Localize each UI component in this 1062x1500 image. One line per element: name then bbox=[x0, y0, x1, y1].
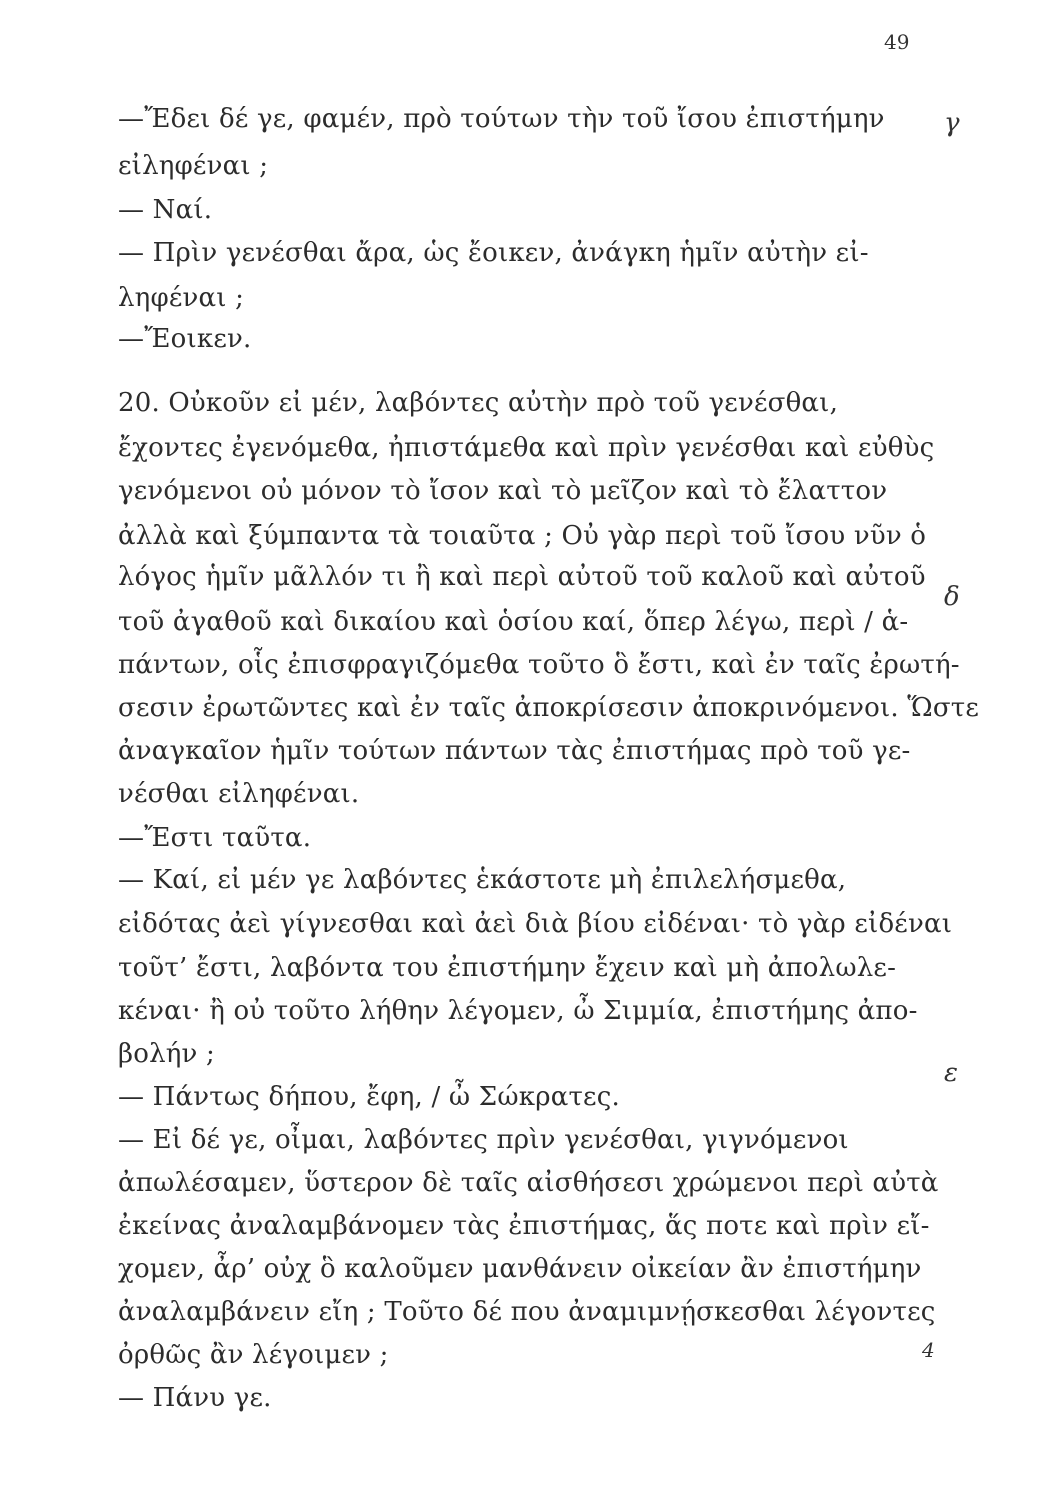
text-line: κέναι· ἢ οὐ τοῦτο λήθην λέγομεν, ὦ Σιμμία, ἐπιστήμης ἀπο- bbox=[118, 996, 918, 1026]
text-line: βολήν ; bbox=[118, 1039, 215, 1069]
text-line: ἀλλὰ καὶ ξύμπαντα τὰ τοιαῦτα ; Οὐ γὰρ περὶ τοῦ ἴσου νῦν ὁ bbox=[118, 521, 927, 551]
text-line: — Καί, εἰ μέν γε λαβόντες ἑκάστοτε μὴ ἐπιλελήσμεθα, bbox=[118, 865, 847, 895]
text-line: —Ἔδει δέ γε, φαμέν, πρὸ τούτων τὴν τοῦ ἴσου ἐπιστήμην bbox=[118, 104, 885, 134]
text-line: — Πάνυ γε. bbox=[118, 1383, 272, 1413]
text-line: ὀρθῶς ἂν λέγοιμεν ; bbox=[118, 1340, 389, 1370]
text-line: — Πρὶν γενέσθαι ἄρα, ὡς ἔοικεν, ἀνάγκη ἡμῖν αὐτὴν εἰ- bbox=[118, 238, 869, 268]
text-line: —Ἔστι ταῦτα. bbox=[118, 823, 312, 853]
page-number: 49 bbox=[884, 30, 910, 54]
text-line: — Πάντως δήπου, ἔφη, / ὦ Σώκρατες. bbox=[118, 1082, 620, 1112]
text-line: γενόμενοι οὐ μόνον τὸ ἴσον καὶ τὸ μεῖζον καὶ τὸ ἔλαττον bbox=[118, 476, 888, 506]
text-line: ἀπωλέσαμεν, ὕστερον δὲ ταῖς αἰσθήσεσι χρώμενοι περὶ αὐτὰ bbox=[118, 1168, 939, 1198]
text-line: πάντων, οἷς ἐπισφραγιζόμεθα τοῦτο ὃ ἔστι, καὶ ἐν ταῖς ἐρωτή- bbox=[118, 650, 960, 680]
text-line: ἀναγκαῖον ἡμῖν τούτων πάντων τὰς ἐπιστήμας πρὸ τοῦ γε- bbox=[118, 736, 911, 766]
text-line: 20. Οὐκοῦν εἰ μέν, λαβόντες αὐτὴν πρὸ τοῦ γενέσθαι, bbox=[118, 388, 839, 418]
text-line: εἰδότας ἀεὶ γίγνεσθαι καὶ ἀεὶ διὰ βίου εἰδέναι· τὸ γὰρ εἰδέναι bbox=[118, 909, 953, 939]
text-line: ἐκείνας ἀναλαμβάνομεν τὰς ἐπιστήμας, ἅς ποτε καὶ πρὶν εἴ- bbox=[118, 1211, 930, 1241]
margin-marker-delta: δ bbox=[944, 582, 960, 612]
text-line: — Εἰ δέ γε, οἶμαι, λαβόντες πρὶν γενέσθαι, γιγνόμενοι bbox=[118, 1125, 849, 1155]
text-line: ἀναλαμβάνειν εἴη ; Τοῦτο δέ που ἀναμιμνῄσκεσθαι λέγοντες bbox=[118, 1297, 936, 1327]
margin-marker-epsilon: ε bbox=[944, 1058, 958, 1088]
text-line: —Ἔοικεν. bbox=[118, 324, 252, 354]
text-line: ληφέναι ; bbox=[118, 283, 245, 313]
signature-mark: 4 bbox=[922, 1338, 935, 1362]
text-line: ἔχοντες ἐγενόμεθα, ἠπιστάμεθα καὶ πρὶν γενέσθαι καὶ εὐθὺς bbox=[118, 433, 935, 463]
text-line: τοῦτ’ ἔστι, λαβόντα του ἐπιστήμην ἔχειν καὶ μὴ ἀπολωλε- bbox=[118, 953, 897, 983]
text-line: τοῦ ἀγαθοῦ καὶ δικαίου καὶ ὁσίου καί, ὅπερ λέγω, περὶ / ἁ- bbox=[118, 607, 909, 637]
text-line: νέσθαι εἰληφέναι. bbox=[118, 779, 360, 809]
text-line: — Ναί. bbox=[118, 195, 213, 225]
text-line: εἰληφέναι ; bbox=[118, 151, 269, 181]
margin-marker-gamma: γ bbox=[944, 108, 960, 138]
text-line: σεσιν ἐρωτῶντες καὶ ἐν ταῖς ἀποκρίσεσιν ἀποκρινόμενοι. Ὥστε bbox=[118, 693, 980, 723]
text-line: χομεν, ἆρ’ οὐχ ὃ καλοῦμεν μανθάνειν οἰκείαν ἂν ἐπιστήμην bbox=[118, 1254, 922, 1284]
text-line: λόγος ἡμῖν μᾶλλόν τι ἢ καὶ περὶ αὐτοῦ τοῦ καλοῦ καὶ αὐτοῦ bbox=[118, 562, 926, 592]
